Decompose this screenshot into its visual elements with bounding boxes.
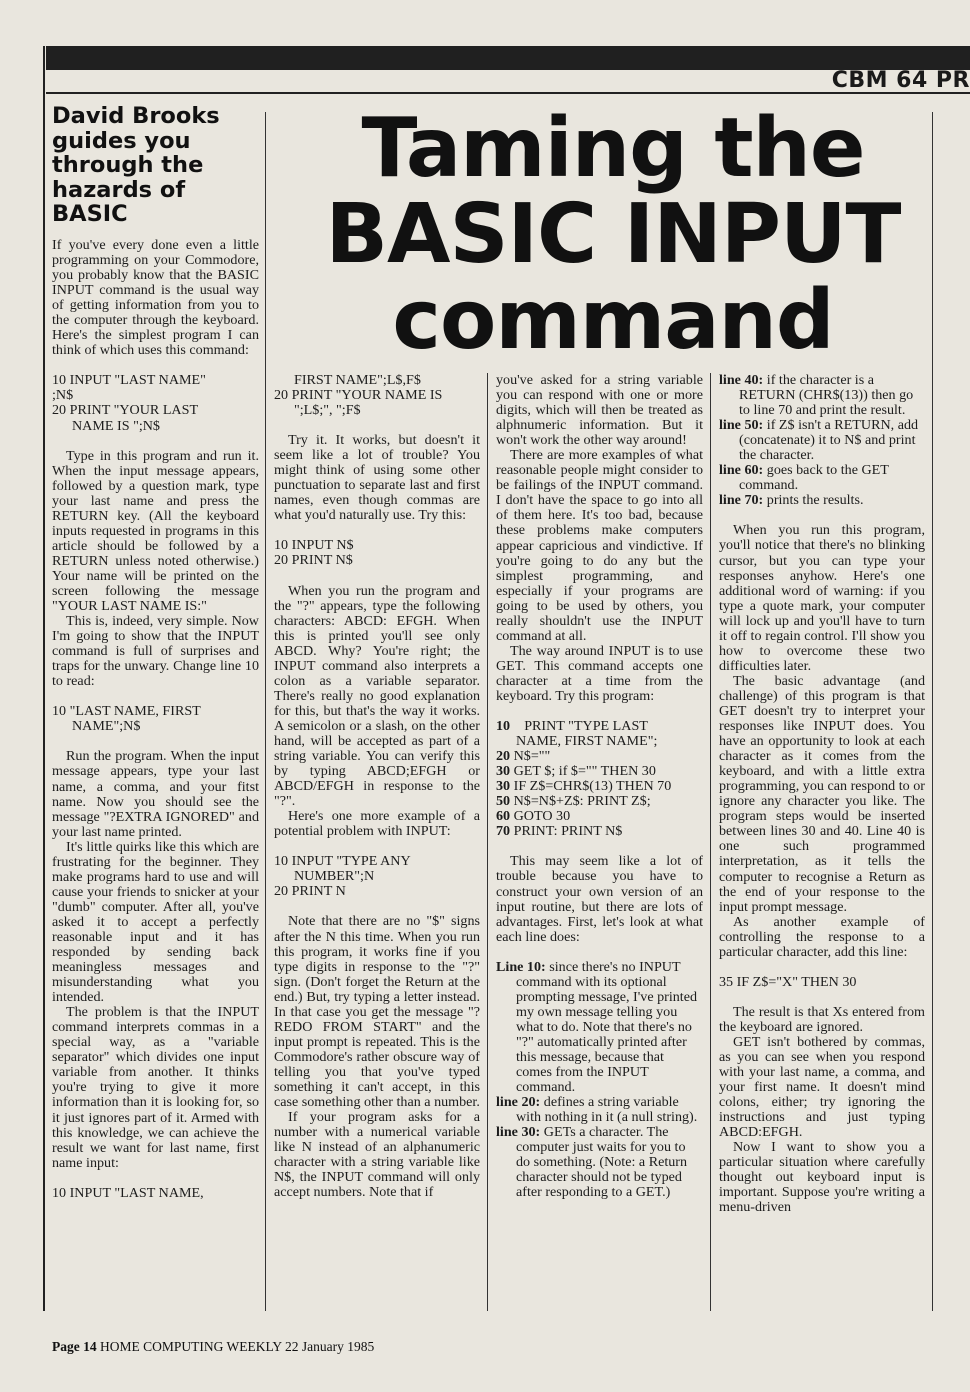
line-text: if the character is a RETURN (CHR$(13)) then go to line 70 and print the result. (739, 373, 914, 419)
code-listing (52, 704, 259, 734)
line-number: 50 (496, 793, 511, 810)
line-description (496, 960, 703, 1095)
line-label: line 60: (719, 462, 764, 479)
article-headline (298, 101, 928, 368)
code-listing (496, 719, 703, 839)
line-description (496, 1095, 703, 1125)
column-rule (932, 112, 933, 1311)
left-margin-rule (43, 46, 45, 1311)
paragraph: Type in this program and run it. When the input message appears, followed by a question mark, type your last name and press the RETURN key. (All the keyboard inputs requested in programs in this article should be followed by a RETURN unless noted otherwise.) Your name will be printed on the screen following the message "YOUR LAST NAME IS:" (52, 447, 259, 615)
code-line: 10 INPUT "LAST NAME, (52, 1184, 204, 1201)
paragraph: The way around INPUT is to use GET. This command accepts one character at a time from the keyboard. Try this program: (496, 642, 703, 704)
line-text: prints the results. (766, 492, 864, 509)
paragraph: The result is that Xs entered from the keyboard are ignored. (719, 1003, 925, 1035)
code-line: ;N$ (52, 387, 74, 404)
column-2 (274, 373, 480, 1311)
line-description (719, 463, 925, 493)
paragraph: This may seem like a lot of trouble because you have to construct your own version of an input routine, but there are lots of advantages. First, let's look at what each line does: (496, 853, 703, 945)
code-line (496, 749, 703, 764)
code-line: FIRST NAME";L$,F$ (294, 373, 421, 388)
column-3 (496, 373, 703, 1311)
code-listing (274, 538, 480, 568)
line-number: 10 (496, 718, 511, 735)
column-rule (487, 373, 488, 1311)
line-text: defines a string variable with nothing in it (a null string). (516, 1094, 698, 1126)
code-listing (52, 373, 259, 433)
line-label: line 30: (496, 1124, 541, 1141)
column-1 (52, 238, 259, 1311)
byline: David Brooks guides you through the hazards of BASIC (52, 103, 220, 227)
paragraph: Now I want to show you a particular situation where carefully thought out keyboard input is important. Suppose you're writing a menu-driven (719, 1139, 925, 1216)
code-listing (274, 373, 480, 418)
page-number: Page 14 (52, 1339, 97, 1354)
code-line (496, 779, 703, 794)
code-text: PRINT "TYPE LAST (524, 718, 648, 735)
code-line: 10 INPUT "TYPE ANY (274, 853, 411, 870)
line-descriptions (496, 960, 703, 1201)
line-number: 30 (496, 778, 511, 795)
code-text: IF Z$=CHR$(13) THEN 70 (513, 778, 672, 795)
code-listing (52, 1186, 259, 1201)
paragraph: you've asked for a string variable you can respond with one or more digits, which will then be treated as alphnumeric information. But it won't work the other way around! (496, 373, 703, 449)
column-rule (265, 112, 266, 1311)
code-line: NUMBER";N (294, 868, 375, 885)
code-text: PRINT: PRINT N$ (513, 823, 623, 840)
paragraph: Run the program. When the input message appears, type your last name, a comma, and your fitst name. Now you should see the message "?EXTRA IGNORED" and your last name printed. (52, 748, 259, 840)
paragraph: If you've every done even a little programming on your Commodore, you probably know that the BASIC INPUT command is the usual way of getting information from you to the computer through the keyboard. Here's the simplest program I can think of which uses this command: (52, 238, 259, 359)
paragraph: When you run this program, you'll notice that there's no blinking cursor, but you can type your responses anyhow. Here's one additional word of warning: if you type a quote mark, your computer will lock up and you'll have to turn it off to regain control. I'll show you how to overcome these two difficulties later. (719, 522, 925, 674)
line-label: line 20: (496, 1094, 541, 1111)
line-number: 20 (496, 748, 511, 765)
paragraph: This is, indeed, very simple. Now I'm going to show that the INPUT command is full of surprises and traps for the unwary. Change line 10 to read: (52, 613, 259, 690)
section-tag: CBM 64 PR (831, 68, 970, 93)
line-text: if Z$ isn't a RETURN, add (concatenate) it to N$ and print the character. (739, 417, 919, 464)
code-line: 10 "LAST NAME, FIRST (52, 703, 201, 720)
line-number: 70 (496, 823, 511, 840)
paragraph: There are more examples of what reasonable people might consider to be failings of the INPUT command. I don't have the space to go into all of them here. It's too bad, because these problems make computers appear capricious and vindictive. If you're going to do any but the simplest programming, and especially if your programs are going to be used by others, you really shouldn't use the INPUT command at all. (496, 447, 703, 644)
headline-line: BASIC INPUT (325, 187, 901, 282)
code-line (496, 734, 703, 749)
line-label: line 50: (719, 417, 764, 434)
code-text: N$=N$+Z$: PRINT Z$; (513, 793, 651, 810)
code-line: 20 PRINT N (274, 883, 346, 900)
code-text: N$="" (513, 748, 551, 765)
line-text: since there's no INPUT command with its optional prompting message, I've printed my own message telling you what to do. Note that there's no "?" automatically printed after this message, because that comes from the INPUT command. (516, 958, 698, 1096)
line-text: GETs a character. The computer just waits for you to do something. (Note: a Return character should not be typed after responding to a GET.) (516, 1124, 688, 1201)
paragraph: Here's one more example of a potential problem with INPUT: (274, 808, 480, 840)
paragraph: Try it. It works, but doesn't it seem like a lot of trouble? You might think of using some other punctuation to separate last and first names, even though commas are what you'd naturally use. Try this: (274, 432, 480, 524)
paragraph: The basic advantage (and challenge) of this program is that GET doesn't try to interpret your responses like INPUT does. You have an opportunity to look at each character as it comes from the keyboard, and with a little extra programming, you can respond to or ignore any character you like. The program steps would be inserted between lines 30 and 40. Line 40 is one such programmed interpretation, as it tells the computer to recognise a Return as the end of your response to the input prompt message. (719, 672, 925, 915)
line-label: Line 10: (496, 958, 546, 975)
publication-info: HOME COMPUTING WEEKLY 22 January 1985 (100, 1339, 375, 1354)
code-line (496, 764, 703, 779)
line-description (719, 493, 925, 508)
code-listing (274, 854, 480, 899)
code-line: 10 INPUT "LAST NAME" (52, 372, 206, 389)
code-line: 35 IF Z$="X" THEN 30 (719, 973, 857, 990)
headline-line: command (392, 273, 834, 368)
code-listing (719, 975, 925, 990)
column-4 (719, 373, 925, 1311)
paragraph: When you run the program and the "?" appears, type the following characters: ABCD: EFGH. When this is printed you'll see only ABCD. Why? You're right; the INPUT command also interprets a colon as a variable separator. There's really no good explanation for this, but that's the way it works. A semicolon or a slash, on the other hand, will be accepted as part of a string variable. You can verify this by typing ABCD;EFGH or ABCD/EFGH in response to the "?". (274, 582, 480, 810)
line-description (719, 418, 925, 463)
line-label: line 40: (719, 373, 764, 388)
line-number: 60 (496, 808, 511, 825)
line-text: goes back to the GET command. (739, 462, 889, 494)
line-description (719, 373, 925, 418)
paragraph: It's little quirks like this which are frustrating for the beginner. They make programs hard to use and will cause your friends to snicker at your "dumb" computer. After all, you've asked it to accept a perfectly reasonable input and it has responded by sending back meaningless messages and misunderstanding what you intended. (52, 838, 259, 1006)
paragraph: As another example of controlling the response to a particular character, add this line: (719, 913, 925, 960)
code-line: ";L$;", ";F$ (294, 402, 361, 419)
headline-line: Taming the (361, 101, 865, 196)
paragraph: GET isn't bothered by commas, as you can see when you respond with your last name, a comma, and your first name. It doesn't mind colons, either; try ignoring the instructions and just typing ABCD:EFGH. (719, 1033, 925, 1141)
code-line (496, 824, 703, 839)
code-line: 10 INPUT N$ (274, 537, 354, 554)
code-line (496, 809, 703, 824)
code-line: NAME";N$ (72, 718, 141, 735)
line-descriptions (719, 373, 925, 508)
code-line: 20 PRINT "YOUR NAME IS (274, 387, 443, 404)
code-text: GOTO 30 (513, 808, 571, 825)
code-text: NAME, FIRST NAME"; (516, 733, 658, 750)
code-text: GET $; if $="" THEN 30 (513, 763, 656, 780)
header-bar (46, 46, 970, 70)
code-line: 20 PRINT "YOUR LAST (52, 402, 199, 419)
paragraph: Note that there are no "$" signs after the N this time. When you run this program, it works fine if you type digits in response to the "?" sign. (Don't forget the Return at the end.) But, try typing a letter instead. In that case you get the message "?REDO FROM START" and the input prompt is repeated. This is the Commodore's rather obscure way of telling you that you've typed something it can't accept, in this case something other than a number. (274, 913, 480, 1111)
paragraph: The problem is that the INPUT command interprets commas in a special way, as a "variable separator" which divides one input variable from another. It thinks you're trying to give it more information than it is looking for, so it just ignores part of it. Armed with this knowledge, we can achieve the result we want for last name, first name input: (52, 1004, 259, 1171)
code-line (496, 794, 703, 809)
line-label: line 70: (719, 492, 764, 509)
code-line (496, 719, 703, 734)
code-line: 20 PRINT N$ (274, 552, 353, 569)
line-number: 30 (496, 763, 511, 780)
column-rule (710, 373, 711, 1311)
line-description (496, 1125, 703, 1200)
code-line: NAME IS ";N$ (72, 417, 160, 434)
page-footer (52, 1339, 374, 1355)
paragraph: If your program asks for a number with a numerical variable like N instead of an alphanumeric character with a string variable like N$, the INPUT command will only accept numbers. Note that if (274, 1109, 480, 1201)
